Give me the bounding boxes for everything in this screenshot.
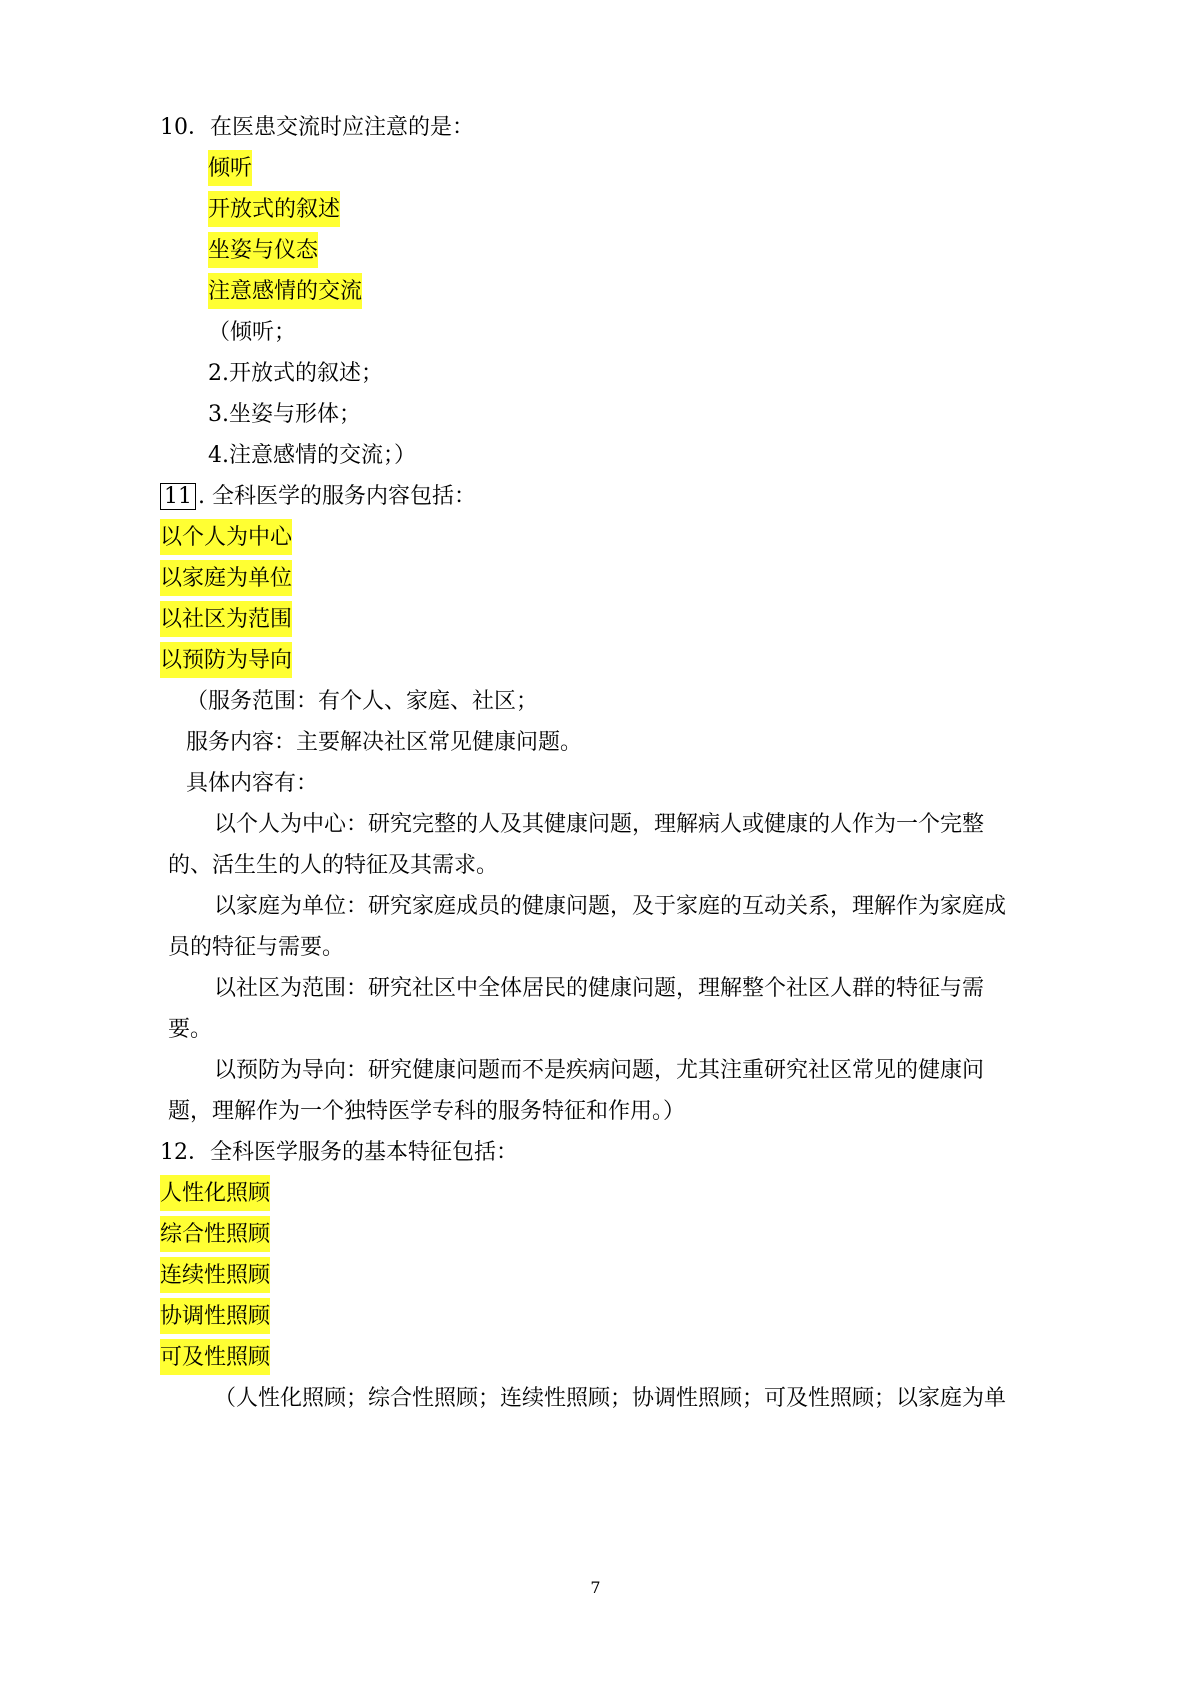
question-10-note-3: 3.坐姿与形体；: [208, 402, 361, 427]
question-10-title: 10．在医患交流时应注意的是：: [160, 115, 474, 140]
highlighted-answer: 以个人为中心: [160, 519, 292, 555]
question-11-note-prevention: 以预防为导向：研究健康问题而不是疾病问题，尤其注重研究社区常见的健康问: [214, 1058, 985, 1083]
question-11-note-community-cont: 要。: [168, 1017, 213, 1042]
highlighted-answer: 以预防为导向: [160, 642, 292, 678]
highlighted-answer: 连续性照顾: [160, 1257, 270, 1293]
highlighted-answer: 以家庭为单位: [160, 560, 292, 596]
highlighted-answer: 以社区为范围: [160, 601, 292, 637]
question-11-answer-2: [160, 564, 292, 594]
question-11-note-community: 以社区为范围：研究社区中全体居民的健康问题，理解整个社区人群的特征与需: [214, 976, 985, 1001]
question-number-box: 11: [160, 483, 196, 510]
question-12-answer-5: [160, 1343, 270, 1373]
question-10-note-4: 4.注意感情的交流；）: [208, 443, 416, 468]
question-10-note-2: 2.开放式的叙述；: [208, 361, 383, 386]
question-10-note-1: （倾听；: [208, 320, 297, 345]
question-11-note-family-cont: 员的特征与需要。: [168, 935, 345, 960]
question-12-note: （人性化照顾；综合性照顾；连续性照顾；协调性照顾；可及性照顾；以家庭为单: [214, 1386, 1007, 1411]
highlighted-answer: 可及性照顾: [160, 1339, 270, 1375]
question-12-title: 12．全科医学服务的基本特征包括：: [160, 1140, 518, 1165]
question-11-note-content: 服务内容：主要解决社区常见健康问题。: [186, 730, 583, 755]
highlighted-answer: 协调性照顾: [160, 1298, 270, 1334]
question-11-note-scope: （服务范围：有个人、家庭、社区；: [186, 689, 539, 714]
question-11-note-individual: 以个人为中心：研究完整的人及其健康问题，理解病人或健康的人作为一个完整: [214, 812, 985, 837]
question-12-answer-2: [160, 1220, 270, 1250]
highlighted-answer: 倾听: [208, 150, 252, 186]
question-11-answer-3: [160, 605, 292, 635]
question-10-answer-2: [208, 195, 340, 225]
question-12-answer-1: [160, 1179, 270, 1209]
question-10-answer-1: [208, 154, 252, 184]
question-10-answer-4: [208, 277, 362, 307]
question-11-note-individual-cont: 的、活生生的人的特征及其需求。: [168, 853, 499, 878]
question-11-note-family: 以家庭为单位：研究家庭成员的健康问题，及于家庭的互动关系，理解作为家庭成: [214, 894, 1007, 919]
highlighted-answer: 坐姿与仪态: [208, 232, 318, 268]
question-12-answer-4: [160, 1302, 270, 1332]
page-number: 7: [590, 1578, 601, 1597]
highlighted-answer: 开放式的叙述: [208, 191, 340, 227]
highlighted-answer: 人性化照顾: [160, 1175, 270, 1211]
highlighted-answer: 注意感情的交流: [208, 273, 362, 309]
question-11-answer-1: [160, 523, 292, 553]
question-11-note-prevention-cont: 题，理解作为一个独特医学专科的服务特征和作用。）: [168, 1099, 686, 1124]
question-11-answer-4: [160, 646, 292, 676]
question-12-answer-3: [160, 1261, 270, 1291]
question-11-note-details: 具体内容有：: [186, 771, 319, 796]
question-10-answer-3: [208, 236, 318, 266]
highlighted-answer: 综合性照顾: [160, 1216, 270, 1252]
question-11-title: [160, 482, 476, 512]
question-11-title-text: . 全科医学的服务内容包括：: [198, 484, 476, 509]
